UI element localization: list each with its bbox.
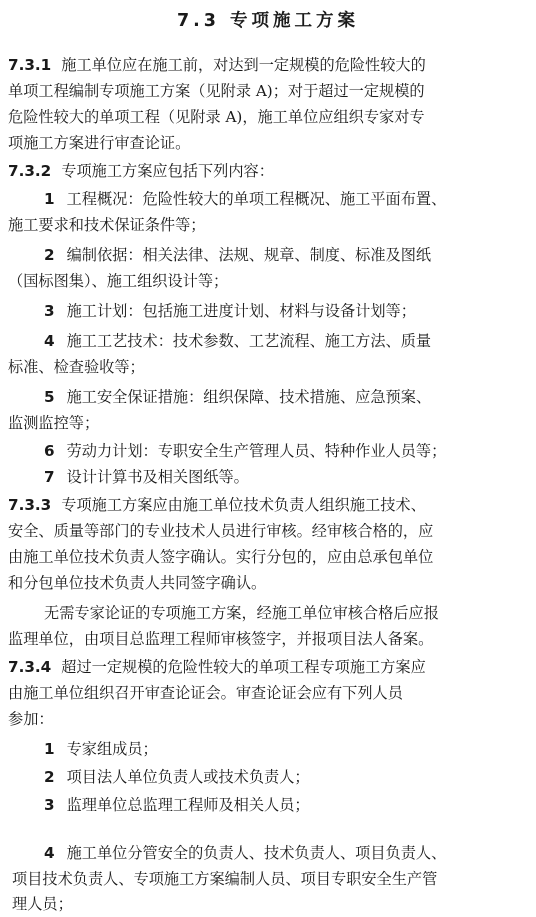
clause-number: 7.3.1 <box>8 56 52 74</box>
list-item: 6 劳动力计划：专职安全生产管理人员、特种作业人员等； <box>44 442 447 460</box>
clause-7-3-3-line-4: 和分包单位技术负责人共同签字确认。 <box>8 574 267 592</box>
paragraph-line: 无需专家论证的专项施工方案，经施工单位审核合格后应报 <box>44 604 439 622</box>
clause-7-3-1-line-2: 单项工程编制专项施工方案（见附录 A)；对于超过一定规模的 <box>8 82 425 100</box>
clause-7-3-3-line-1: 7.3.3 专项施工方案应由施工单位技术负责人组织施工技术、 <box>8 496 426 514</box>
clause-7-3-3-line-3: 由施工单位技术负责人签字确认。实行分包的，应由总承包单位 <box>8 548 434 566</box>
list-item: 5 施工安全保证措施：组织保障、技术措施、应急预案、 <box>44 388 432 406</box>
list-item: 4 施工单位分管安全的负责人、技术负责人、项目负责人、 <box>44 844 447 862</box>
clause-7-3-2-line-1: 7.3.2 专项施工方案应包括下列内容： <box>8 162 274 180</box>
clause-7-3-4-line-2: 由施工单位组织召开审查论证会。审查论证会应有下列人员 <box>8 684 403 702</box>
list-item-continuation: 监测监控等； <box>8 414 100 432</box>
clause-7-3-4-line-1: 7.3.4 超过一定规模的危险性较大的单项工程专项施工方案应 <box>8 658 426 676</box>
list-item: 1 专家组成员； <box>44 740 158 758</box>
clause-number: 7.3.4 <box>8 658 52 676</box>
list-item-continuation: 理人员； <box>12 895 73 913</box>
list-item-continuation: 施工要求和技术保证条件等； <box>8 216 206 234</box>
clause-7-3-3-line-2: 安全、质量等部门的专业技术人员进行审核。经审核合格的，应 <box>8 522 434 540</box>
list-item: 3 施工计划：包括施工进度计划、材料与设备计划等； <box>44 302 416 320</box>
section-title: 7.3 专项施工方案 <box>176 11 360 31</box>
list-item-continuation: 项目技术负责人、专项施工方案编制人员、项目专职安全生产管 <box>12 870 438 888</box>
list-item: 4 施工工艺技术：技术参数、工艺流程、施工方法、质量 <box>44 332 432 350</box>
clause-number: 7.3.2 <box>8 162 52 180</box>
list-item: 1 工程概况：危险性较大的单项工程概况、施工平面布置、 <box>44 190 447 208</box>
list-item: 3 监理单位总监理工程师及相关人员； <box>44 796 310 814</box>
paragraph-line: 监理单位，由项目总监理工程师审核签字，并报项目法人备案。 <box>8 630 434 648</box>
list-item: 2 编制依据：相关法律、法规、规章、制度、标准及图纸 <box>44 246 432 264</box>
clause-7-3-1-line-4: 项施工方案进行审查论证。 <box>8 134 191 152</box>
clause-7-3-1-line-1: 7.3.1 施工单位应在施工前，对达到一定规模的危险性较大的 <box>8 56 426 74</box>
list-item: 2 项目法人单位负责人或技术负责人； <box>44 768 310 786</box>
list-item-continuation: （国标图集）、施工组织设计等； <box>8 272 229 290</box>
list-item-continuation: 标准、检查验收等； <box>8 358 145 376</box>
clause-number: 7.3.3 <box>8 496 52 514</box>
list-item: 7 设计计算书及相关图纸等。 <box>44 468 249 486</box>
clause-7-3-1-line-3: 危险性较大的单项工程（见附录 A)，施工单位应组织专家对专 <box>8 108 425 126</box>
clause-7-3-4-line-3: 参加： <box>8 710 54 728</box>
